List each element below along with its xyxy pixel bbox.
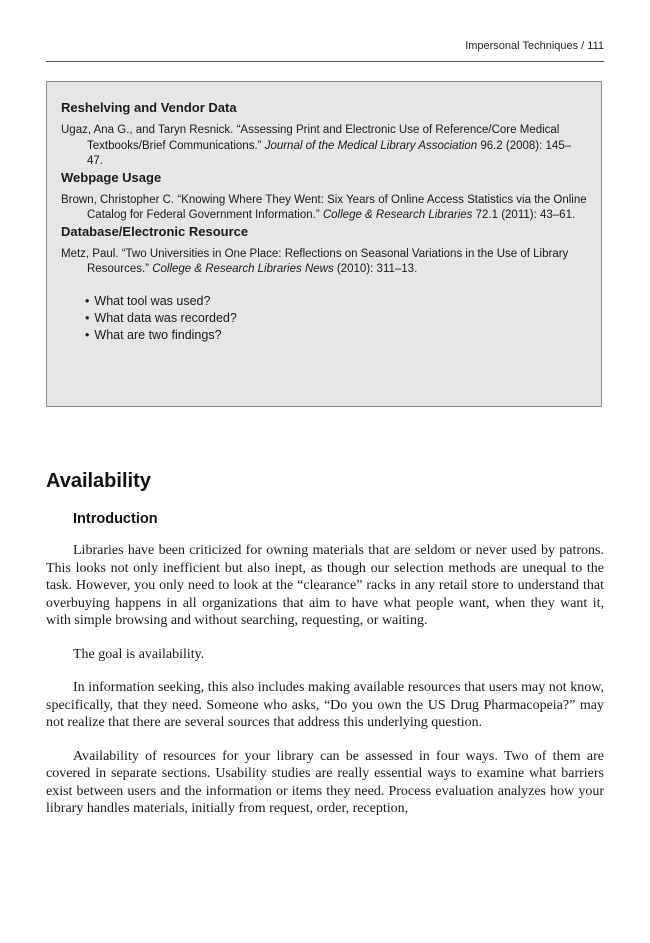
body-text [46,542,604,834]
sidebar-box [46,81,602,407]
running-head: Impersonal Techniques / 111 [46,40,604,62]
reference-ugaz [61,123,587,170]
question-item: • What tool was used? [85,293,587,310]
journal-title: Journal of the Medical Library Association [264,139,478,152]
section-heading-reshelving: Reshelving and Vendor Data [61,100,237,115]
reference-citation: 96.2 (2008): 145–47. [87,139,572,167]
reference-citation: (2010): 311–13. [333,263,418,275]
journal-title: College & Research Libraries News [152,263,334,275]
reference-text: Brown, Christopher C. “Knowing Where They Went: Six Years of Online Access Statistics via the Online Catalog for Federal Government Information.” [61,193,587,221]
reference-citation: 72.1 (2011): 43–61. [472,209,576,221]
section-heading-webpage-usage: Webpage Usage [61,169,162,185]
paragraph: Availability of resources for your library can be assessed in four ways. Two of them are covered in separate sections. Usability studies are really essential ways to examine what barriers exist between users and the information or items they need. Process evaluation analyzes how your library handles materials, initially from request, order, reception, [46,748,604,816]
subsection-title-introduction: Introduction [73,511,158,527]
reference-brown [61,193,587,224]
section-heading-database: Database/Electronic Resource [61,223,249,239]
section-title-availability: Availability [46,470,151,492]
journal-title: College & Research Libraries [322,209,473,221]
reference-metz [61,247,587,278]
question-item: • What are two findings? [85,327,587,344]
reference-text: Ugaz, Ana G., and Taryn Resnick. “Assessing Print and Electronic Use of Reference/Core Medical Textbooks/Brief Communications.” [61,124,560,152]
paragraph: In information seeking, this also includes making available resources that users may not know, specifically, that they need. Someone who asks, “Do you own the US Drug Pharmacopeia?” may not realize that there are several sources that address this underlying question. [46,680,604,730]
question-list [61,293,587,344]
paragraph: The goal is availability. [73,646,205,662]
question-item: • What data was recorded? [85,310,587,327]
reference-text: Metz, Paul. “Two Universities in One Place: Reflections on Seasonal Variations in the Use of Library Resources.” [61,247,569,275]
paragraph: Libraries have been criticized for owning materials that are seldom or never used by patrons. This looks not only inefficient but also inept, as though our selection methods are unequal to the task. However, you only need to look at the “clearance” racks in any retail store to understand that overbuying happens in all organizations that aim to have what people want, when they want it, with simple browsing and without searching, requesting, or waiting. [46,543,604,628]
